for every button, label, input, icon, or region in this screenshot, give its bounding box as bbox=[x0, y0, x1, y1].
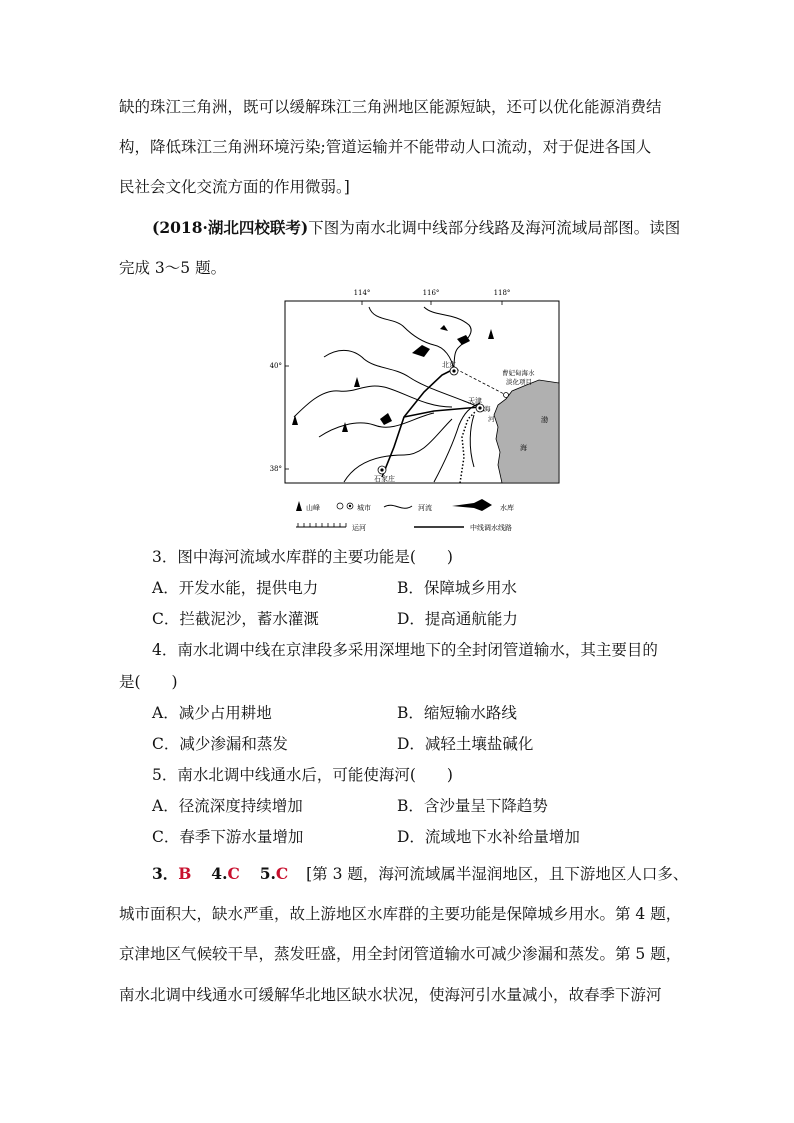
stem-source: (2018·湖北四校联考) bbox=[152, 218, 309, 237]
city-label: 石家庄 bbox=[374, 475, 395, 483]
legend-label: 水库 bbox=[500, 504, 514, 512]
q5-option-a: A．径流深度持续增加 bbox=[152, 797, 303, 815]
city-label: 北京 bbox=[442, 361, 456, 369]
answer-line-1 bbox=[152, 862, 688, 884]
legend-peak-icon bbox=[296, 501, 302, 511]
lon-label: 118° bbox=[493, 289, 511, 297]
intro-line-1: 缺的珠江三角洲，既可以缓解珠江三角洲地区能源短缺，还可以优化能源消费结 bbox=[119, 98, 662, 116]
answer-num-4: 4. bbox=[211, 864, 228, 883]
intro-line-3: 民社会文化交流方面的作用微弱。] bbox=[119, 178, 350, 196]
lon-label: 114° bbox=[353, 289, 371, 297]
haihe-label: 海 bbox=[484, 405, 491, 413]
project-label: 淡化项目 bbox=[506, 378, 532, 386]
answer-3: B bbox=[178, 864, 192, 883]
q4-stem-2: 是( ) bbox=[119, 673, 178, 691]
q3-stem: 3．图中海河流域水库群的主要功能是( ) bbox=[152, 548, 453, 566]
legend-river-icon bbox=[384, 505, 412, 508]
stem-line-1 bbox=[152, 218, 712, 238]
explanation-3: 京津地区气候较干旱，蒸发旺盛，用全封闭管道输水可减少渗漏和蒸发。第 5 题， bbox=[119, 945, 682, 963]
legend-reservoir-icon bbox=[452, 499, 492, 511]
q4-stem-1: 4．南水北调中线在京津段多采用深埋地下的全封闭管道输水，其主要目的 bbox=[152, 641, 658, 659]
q4-option-b: B．缩短输水路线 bbox=[397, 704, 517, 722]
answer-num-5: 5. bbox=[259, 864, 276, 883]
q5-option-b: B．含沙量呈下降趋势 bbox=[397, 797, 548, 815]
sea-label: 渤 bbox=[541, 416, 548, 424]
answer-num-3: 3． bbox=[152, 864, 179, 883]
legend bbox=[296, 499, 514, 532]
city-shijiazhuang bbox=[378, 466, 386, 474]
legend-label: 运河 bbox=[352, 524, 366, 532]
answer-4: C bbox=[227, 864, 240, 883]
q5-option-d: D．流域地下水补给量增加 bbox=[397, 828, 580, 846]
explanation-1: [第 3 题，海河流域属半湿润地区，且下游地区人口多、 bbox=[306, 865, 689, 883]
sea-label: 海 bbox=[520, 444, 527, 452]
q4-option-a: A．减少占用耕地 bbox=[152, 704, 272, 722]
legend-label: 中线调水线路 bbox=[470, 524, 512, 532]
stem-line-2: 完成 3～5 题。 bbox=[119, 259, 227, 277]
haihe-label: 河 bbox=[488, 415, 495, 423]
desalination-site bbox=[504, 393, 509, 398]
explanation-2: 城市面积大，缺水严重，故上游地区水库群的主要功能是保障城乡用水。第 4 题， bbox=[119, 905, 682, 923]
q4-option-c: C．减少渗漏和蒸发 bbox=[152, 735, 288, 753]
legend-label: 河流 bbox=[418, 504, 432, 512]
city-tianjin bbox=[476, 404, 484, 412]
q5-stem: 5．南水北调中线通水后，可能使海河( ) bbox=[152, 766, 453, 784]
haihe-basin-map bbox=[269, 287, 564, 537]
q3-option-d: D．提高通航能力 bbox=[397, 610, 518, 628]
q3-option-b: B．保障城乡用水 bbox=[397, 579, 517, 597]
lat-label: 38° bbox=[269, 465, 282, 473]
project-label: 曹妃甸海水 bbox=[502, 369, 535, 377]
answer-5: C bbox=[275, 864, 289, 883]
stem-text: 下图为南水北调中线部分线路及海河流域局部图。读图 bbox=[308, 219, 681, 237]
legend-label: 山峰 bbox=[306, 504, 320, 512]
q4-option-d: D．减轻土壤盐碱化 bbox=[397, 735, 534, 753]
q3-option-c: C．拦截泥沙，蓄水灌溉 bbox=[152, 610, 319, 628]
legend-label: 城市 bbox=[357, 504, 371, 512]
q3-option-a: A．开发水能，提供电力 bbox=[152, 579, 319, 597]
q5-option-c: C．春季下游水量增加 bbox=[152, 828, 304, 846]
intro-line-2: 构，降低珠江三角洲环境污染;管道运输并不能带动人口流动，对于促进各国人 bbox=[119, 138, 652, 156]
lon-label: 116° bbox=[422, 289, 440, 297]
city-label: 天津 bbox=[468, 397, 482, 405]
lat-label: 40° bbox=[269, 362, 282, 370]
explanation-4: 南水北调中线通水可缓解华北地区缺水状况，使海河引水量减小，故春季下游河 bbox=[119, 986, 662, 1004]
legend-city-icon bbox=[337, 503, 343, 509]
